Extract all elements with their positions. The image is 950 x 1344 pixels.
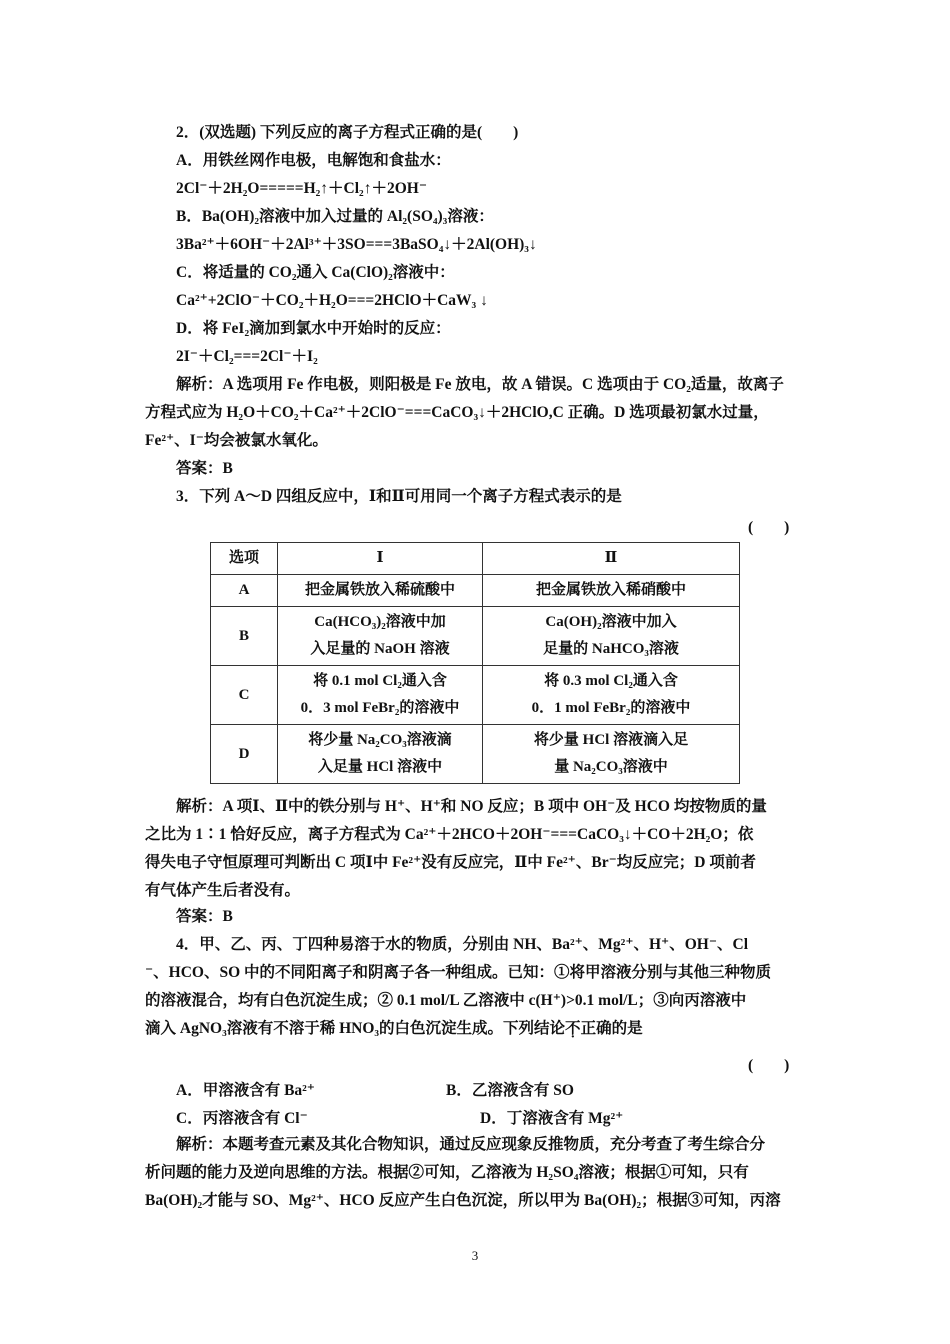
page-number: 3 bbox=[471, 1248, 479, 1263]
cell-line: 入足量 HCl 溶液中 bbox=[317, 759, 443, 775]
q4-analysis-line3: Ba(OH)₂才能与 SO、Mg²⁺、HCO 反应产生白色沉淀，所以甲为 Ba(OH)₂；根据③可知，丙溶 bbox=[145, 1192, 781, 1209]
cell-line: 将少量 Na₂CO₃溶液滴 bbox=[308, 732, 452, 748]
q4-analysis-line1: 解析：本题考查元素及其化合物知识，通过反应现象反推物质，充分考查了考生综合分 bbox=[176, 1136, 766, 1153]
cell-line: 足量的 NaHCO₃溶液 bbox=[543, 641, 679, 657]
cell-line: 将 0.3 mol Cl₂通入含 bbox=[544, 673, 678, 689]
table-row bbox=[211, 666, 740, 725]
q3-answer: 答案：B bbox=[176, 908, 233, 925]
q3-analysis-line1: 解析：A 项Ⅰ、Ⅱ中的铁分别与 H⁺、H⁺和 NO 反应；B 项中 OH⁻及 HCO 均按物质的量 bbox=[176, 798, 767, 815]
q4-option-a: A．甲溶液含有 Ba²⁺ bbox=[176, 1082, 315, 1099]
table-cell-option: A bbox=[211, 575, 278, 607]
q4-line2: ⁻、HCO、SO 中的不同阳离子和阴离子各一种组成。已知：①将甲溶液分别与其他三种物质 bbox=[145, 964, 772, 981]
q2-option-d: D．将 FeI₂滴加到氯水中开始时的反应： bbox=[176, 320, 451, 337]
cell-line: Ca(HCO₃)₂溶液中加 bbox=[314, 614, 446, 630]
q3-answer-bracket: ( ) bbox=[748, 519, 790, 536]
q3-options-table bbox=[210, 542, 740, 784]
table-cell-ii: 把金属铁放入稀硝酸中 bbox=[483, 575, 740, 607]
table-cell-ii bbox=[483, 725, 740, 784]
table-header-cell: Ⅰ bbox=[278, 543, 483, 575]
q3-analysis-line2: 之比为 1∶1 恰好反应，离子方程式为 Ca²⁺＋2HCO＋2OH⁻===CaCO₃↓＋CO＋2H₂O；依 bbox=[145, 826, 754, 843]
q2-option-a-equation: 2Cl⁻＋2H₂O=====H₂↑＋Cl₂↑＋2OH⁻ bbox=[176, 180, 427, 197]
q2-answer: 答案：B bbox=[176, 460, 233, 477]
q4-option-b: B．乙溶液含有 SO bbox=[446, 1082, 574, 1099]
table-cell-i: 把金属铁放入稀硫酸中 bbox=[278, 575, 483, 607]
table-row bbox=[211, 575, 740, 607]
q2-option-c: C．将适量的 CO₂通入 Ca(ClO)₂溶液中： bbox=[176, 264, 455, 281]
table-row bbox=[211, 607, 740, 666]
q2-analysis-line2: 方程式应为 H₂O＋CO₂＋Ca²⁺＋2ClO⁻===CaCO₃↓＋2HClO,C 正确。D 选项最初氯水过量， bbox=[145, 404, 769, 421]
q2-analysis-line3: Fe²⁺、I⁻均会被氯水氧化。 bbox=[145, 432, 328, 449]
table-cell-i bbox=[278, 725, 483, 784]
q3-title: 3．下列 A～D 四组反应中，Ⅰ和Ⅱ可用同一个离子方程式表示的是 bbox=[176, 488, 622, 505]
emphasis-dot-char: 不 bbox=[565, 1020, 581, 1037]
q4-line4-post: 正确的是 bbox=[580, 1020, 643, 1037]
q4-answer-bracket: ( ) bbox=[748, 1057, 790, 1074]
table-header-row bbox=[211, 543, 740, 575]
q2-option-d-equation: 2I⁻＋Cl₂===2Cl⁻＋I₂ bbox=[176, 348, 318, 365]
q2-option-a: A．用铁丝网作电极，电解饱和食盐水： bbox=[176, 152, 451, 169]
q4-line3: 的溶液混合，均有白色沉淀生成；② 0.1 mol/L 乙溶液中 c(H⁺)>0.1 mol/L；③向丙溶液中 bbox=[145, 992, 747, 1009]
table-cell-option: B bbox=[211, 607, 278, 666]
cell-line: 将 0.1 mol Cl₂通入含 bbox=[313, 673, 447, 689]
q2-option-b-equation: 3Ba²⁺＋6OH⁻＋2Al³⁺＋3SO===3BaSO₄↓＋2Al(OH)₃↓ bbox=[176, 236, 537, 253]
cell-line: 入足量的 NaOH 溶液 bbox=[310, 641, 450, 657]
q2-analysis-line1: 解析：A 选项用 Fe 作电极，则阳极是 Fe 放电，故 A 错误。C 选项由于 CO₂适量，故离子 bbox=[176, 376, 784, 393]
cell-line: 0．1 mol FeBr₂的溶液中 bbox=[531, 700, 691, 716]
cell-line: 将少量 HCl 溶液滴入足 bbox=[533, 732, 689, 748]
cell-line: Ca(OH)₂溶液中加入 bbox=[545, 614, 677, 630]
q4-line4-pre: 滴入 AgNO₃溶液有不溶于稀 HNO₃的白色沉淀生成。下列结论 bbox=[145, 1020, 566, 1037]
q3-analysis-line3: 得失电子守恒原理可判断出 C 项Ⅰ中 Fe²⁺没有反应完，Ⅱ中 Fe²⁺、Br⁻均反应完；D 项前者 bbox=[145, 854, 756, 871]
table-cell-i bbox=[278, 607, 483, 666]
cell-line: 量 Na₂CO₃溶液中 bbox=[554, 759, 668, 775]
q2-option-c-equation: Ca²⁺+2ClO⁻＋CO₂＋H₂O===2HClO＋CaW₃ ↓ bbox=[176, 292, 488, 309]
q4-option-d: D．丁溶液含有 Mg²⁺ bbox=[480, 1110, 624, 1127]
table-header-cell: Ⅱ bbox=[483, 543, 740, 575]
q3-analysis-line4: 有气体产生后者没有。 bbox=[145, 882, 301, 899]
table-cell-option: C bbox=[211, 666, 278, 725]
q2-title: 2．(双选题) 下列反应的离子方程式正确的是( ) bbox=[176, 124, 519, 141]
cell-line: 0．3 mol FeBr₂的溶液中 bbox=[300, 700, 460, 716]
table-cell-option: D bbox=[211, 725, 278, 784]
q4-line4 bbox=[145, 1018, 643, 1040]
q4-line1: 4．甲、乙、丙、丁四种易溶于水的物质，分别由 NH、Ba²⁺、Mg²⁺、H⁺、OH⁻、Cl bbox=[176, 936, 749, 953]
q2-option-b: B．Ba(OH)₂溶液中加入过量的 Al₂(SO₄)₃溶液： bbox=[176, 208, 494, 225]
table-cell-ii bbox=[483, 666, 740, 725]
q4-option-c: C．丙溶液含有 Cl⁻ bbox=[176, 1110, 308, 1127]
table-row bbox=[211, 725, 740, 784]
q4-analysis-line2: 析问题的能力及逆向思维的方法。根据②可知，乙溶液为 H₂SO₄溶液；根据①可知，只有 bbox=[145, 1164, 749, 1181]
table-cell-ii bbox=[483, 607, 740, 666]
table-cell-i bbox=[278, 666, 483, 725]
table-header-cell: 选项 bbox=[211, 543, 278, 575]
